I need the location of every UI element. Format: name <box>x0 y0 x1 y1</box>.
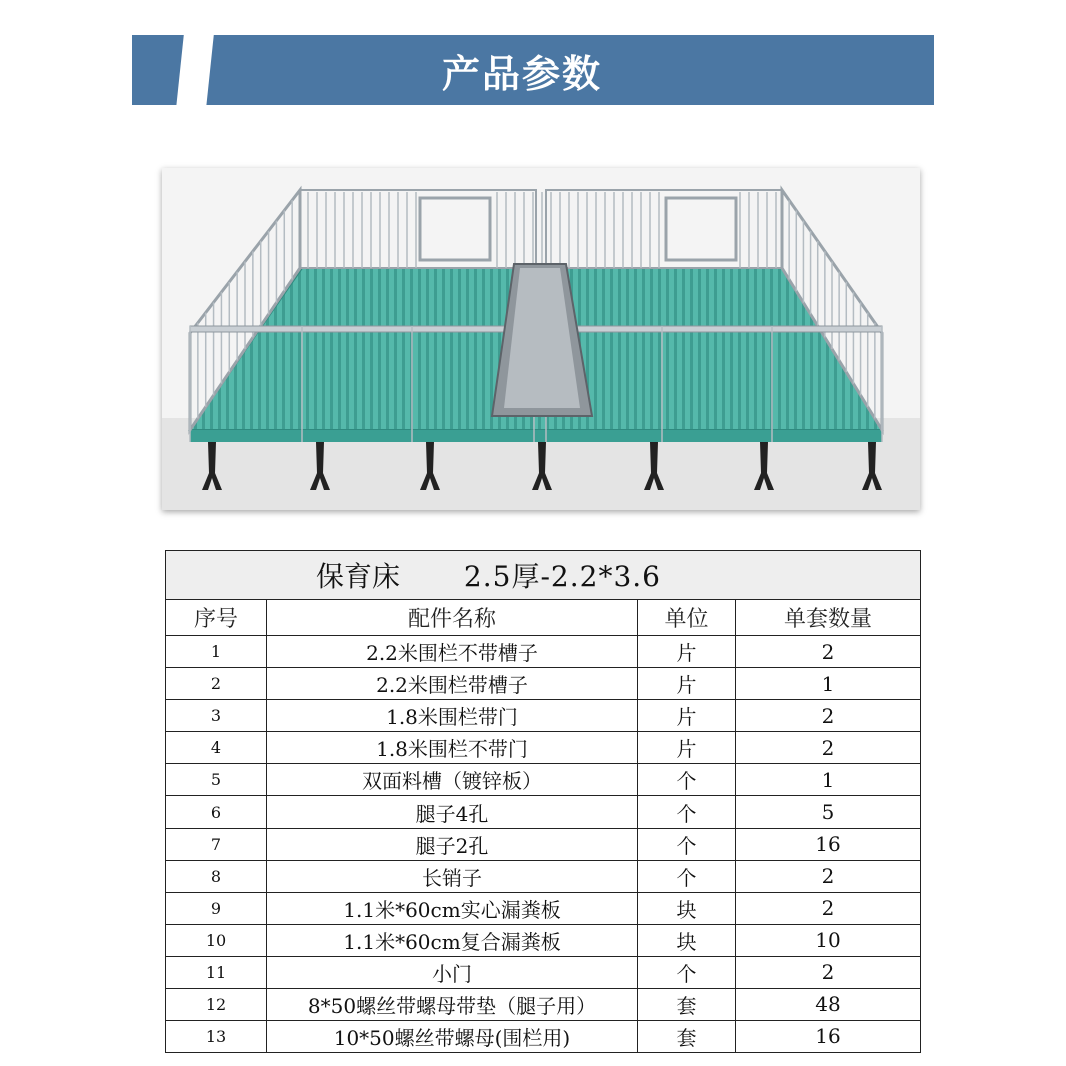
product-photo <box>162 168 920 510</box>
cell-qty: 2 <box>736 956 921 988</box>
table-row <box>166 956 921 988</box>
cell-part-name: 双面料槽（镀锌板） <box>267 764 638 796</box>
table-row <box>166 924 921 956</box>
cell-no: 10 <box>166 924 267 956</box>
cell-no: 6 <box>166 796 267 828</box>
table-row <box>166 796 921 828</box>
cell-no: 13 <box>166 1020 267 1052</box>
cell-qty: 10 <box>736 924 921 956</box>
cell-unit: 个 <box>638 956 736 988</box>
cell-unit: 片 <box>638 636 736 668</box>
table-row <box>166 892 921 924</box>
col-header-unit: 单位 <box>638 600 736 636</box>
cell-no: 3 <box>166 700 267 732</box>
cell-qty: 2 <box>736 636 921 668</box>
cell-unit: 片 <box>638 700 736 732</box>
cell-qty: 1 <box>736 668 921 700</box>
cell-unit: 块 <box>638 892 736 924</box>
table-row <box>166 1020 921 1052</box>
table-row <box>166 700 921 732</box>
table-header-row <box>166 600 921 636</box>
cell-qty: 2 <box>736 732 921 764</box>
cell-part-name: 腿子2孔 <box>267 828 638 860</box>
cell-no: 9 <box>166 892 267 924</box>
cell-no: 8 <box>166 860 267 892</box>
product-name: 保育床 <box>316 560 401 594</box>
cell-unit: 个 <box>638 828 736 860</box>
cell-qty: 16 <box>736 828 921 860</box>
cell-part-name: 小门 <box>267 956 638 988</box>
cell-part-name: 1.8米围栏带门 <box>267 700 638 732</box>
cell-qty: 1 <box>736 764 921 796</box>
cell-qty: 2 <box>736 860 921 892</box>
col-header-no: 序号 <box>166 600 267 636</box>
table-row <box>166 668 921 700</box>
cell-no: 5 <box>166 764 267 796</box>
cell-part-name: 2.2米围栏带槽子 <box>267 668 638 700</box>
cell-no: 2 <box>166 668 267 700</box>
page-title: 产品参数 <box>441 51 602 96</box>
cell-no: 12 <box>166 988 267 1020</box>
product-spec: 2.5厚-2.2*3.6 <box>463 560 661 594</box>
cell-part-name: 8*50螺丝带螺母带垫（腿子用） <box>267 988 638 1020</box>
cell-part-name: 2.2米围栏不带槽子 <box>267 636 638 668</box>
cell-no: 4 <box>166 732 267 764</box>
table-row <box>166 636 921 668</box>
table-row <box>166 988 921 1020</box>
cell-qty: 5 <box>736 796 921 828</box>
cell-unit: 个 <box>638 764 736 796</box>
table-row <box>166 764 921 796</box>
table-row <box>166 732 921 764</box>
cell-part-name: 1.8米围栏不带门 <box>267 732 638 764</box>
cell-unit: 套 <box>638 988 736 1020</box>
cell-qty: 2 <box>736 700 921 732</box>
table-row <box>166 860 921 892</box>
cell-part-name: 腿子4孔 <box>267 796 638 828</box>
cell-unit: 套 <box>638 1020 736 1052</box>
cell-qty: 16 <box>736 1020 921 1052</box>
parts-table <box>165 550 921 1053</box>
cell-unit: 块 <box>638 924 736 956</box>
cell-part-name: 1.1米*60cm实心漏粪板 <box>267 892 638 924</box>
cell-part-name: 1.1米*60cm复合漏粪板 <box>267 924 638 956</box>
cell-qty: 2 <box>736 892 921 924</box>
cell-qty: 48 <box>736 988 921 1020</box>
cell-unit: 个 <box>638 860 736 892</box>
cell-no: 7 <box>166 828 267 860</box>
cell-no: 11 <box>166 956 267 988</box>
table-row <box>166 828 921 860</box>
cell-unit: 个 <box>638 796 736 828</box>
table-title-row <box>166 551 921 600</box>
col-header-part-name: 配件名称 <box>267 600 638 636</box>
col-header-qty: 单套数量 <box>736 600 921 636</box>
cell-part-name: 长销子 <box>267 860 638 892</box>
cell-no: 1 <box>166 636 267 668</box>
cell-part-name: 10*50螺丝带螺母(围栏用) <box>267 1020 638 1052</box>
cell-unit: 片 <box>638 732 736 764</box>
cell-unit: 片 <box>638 668 736 700</box>
